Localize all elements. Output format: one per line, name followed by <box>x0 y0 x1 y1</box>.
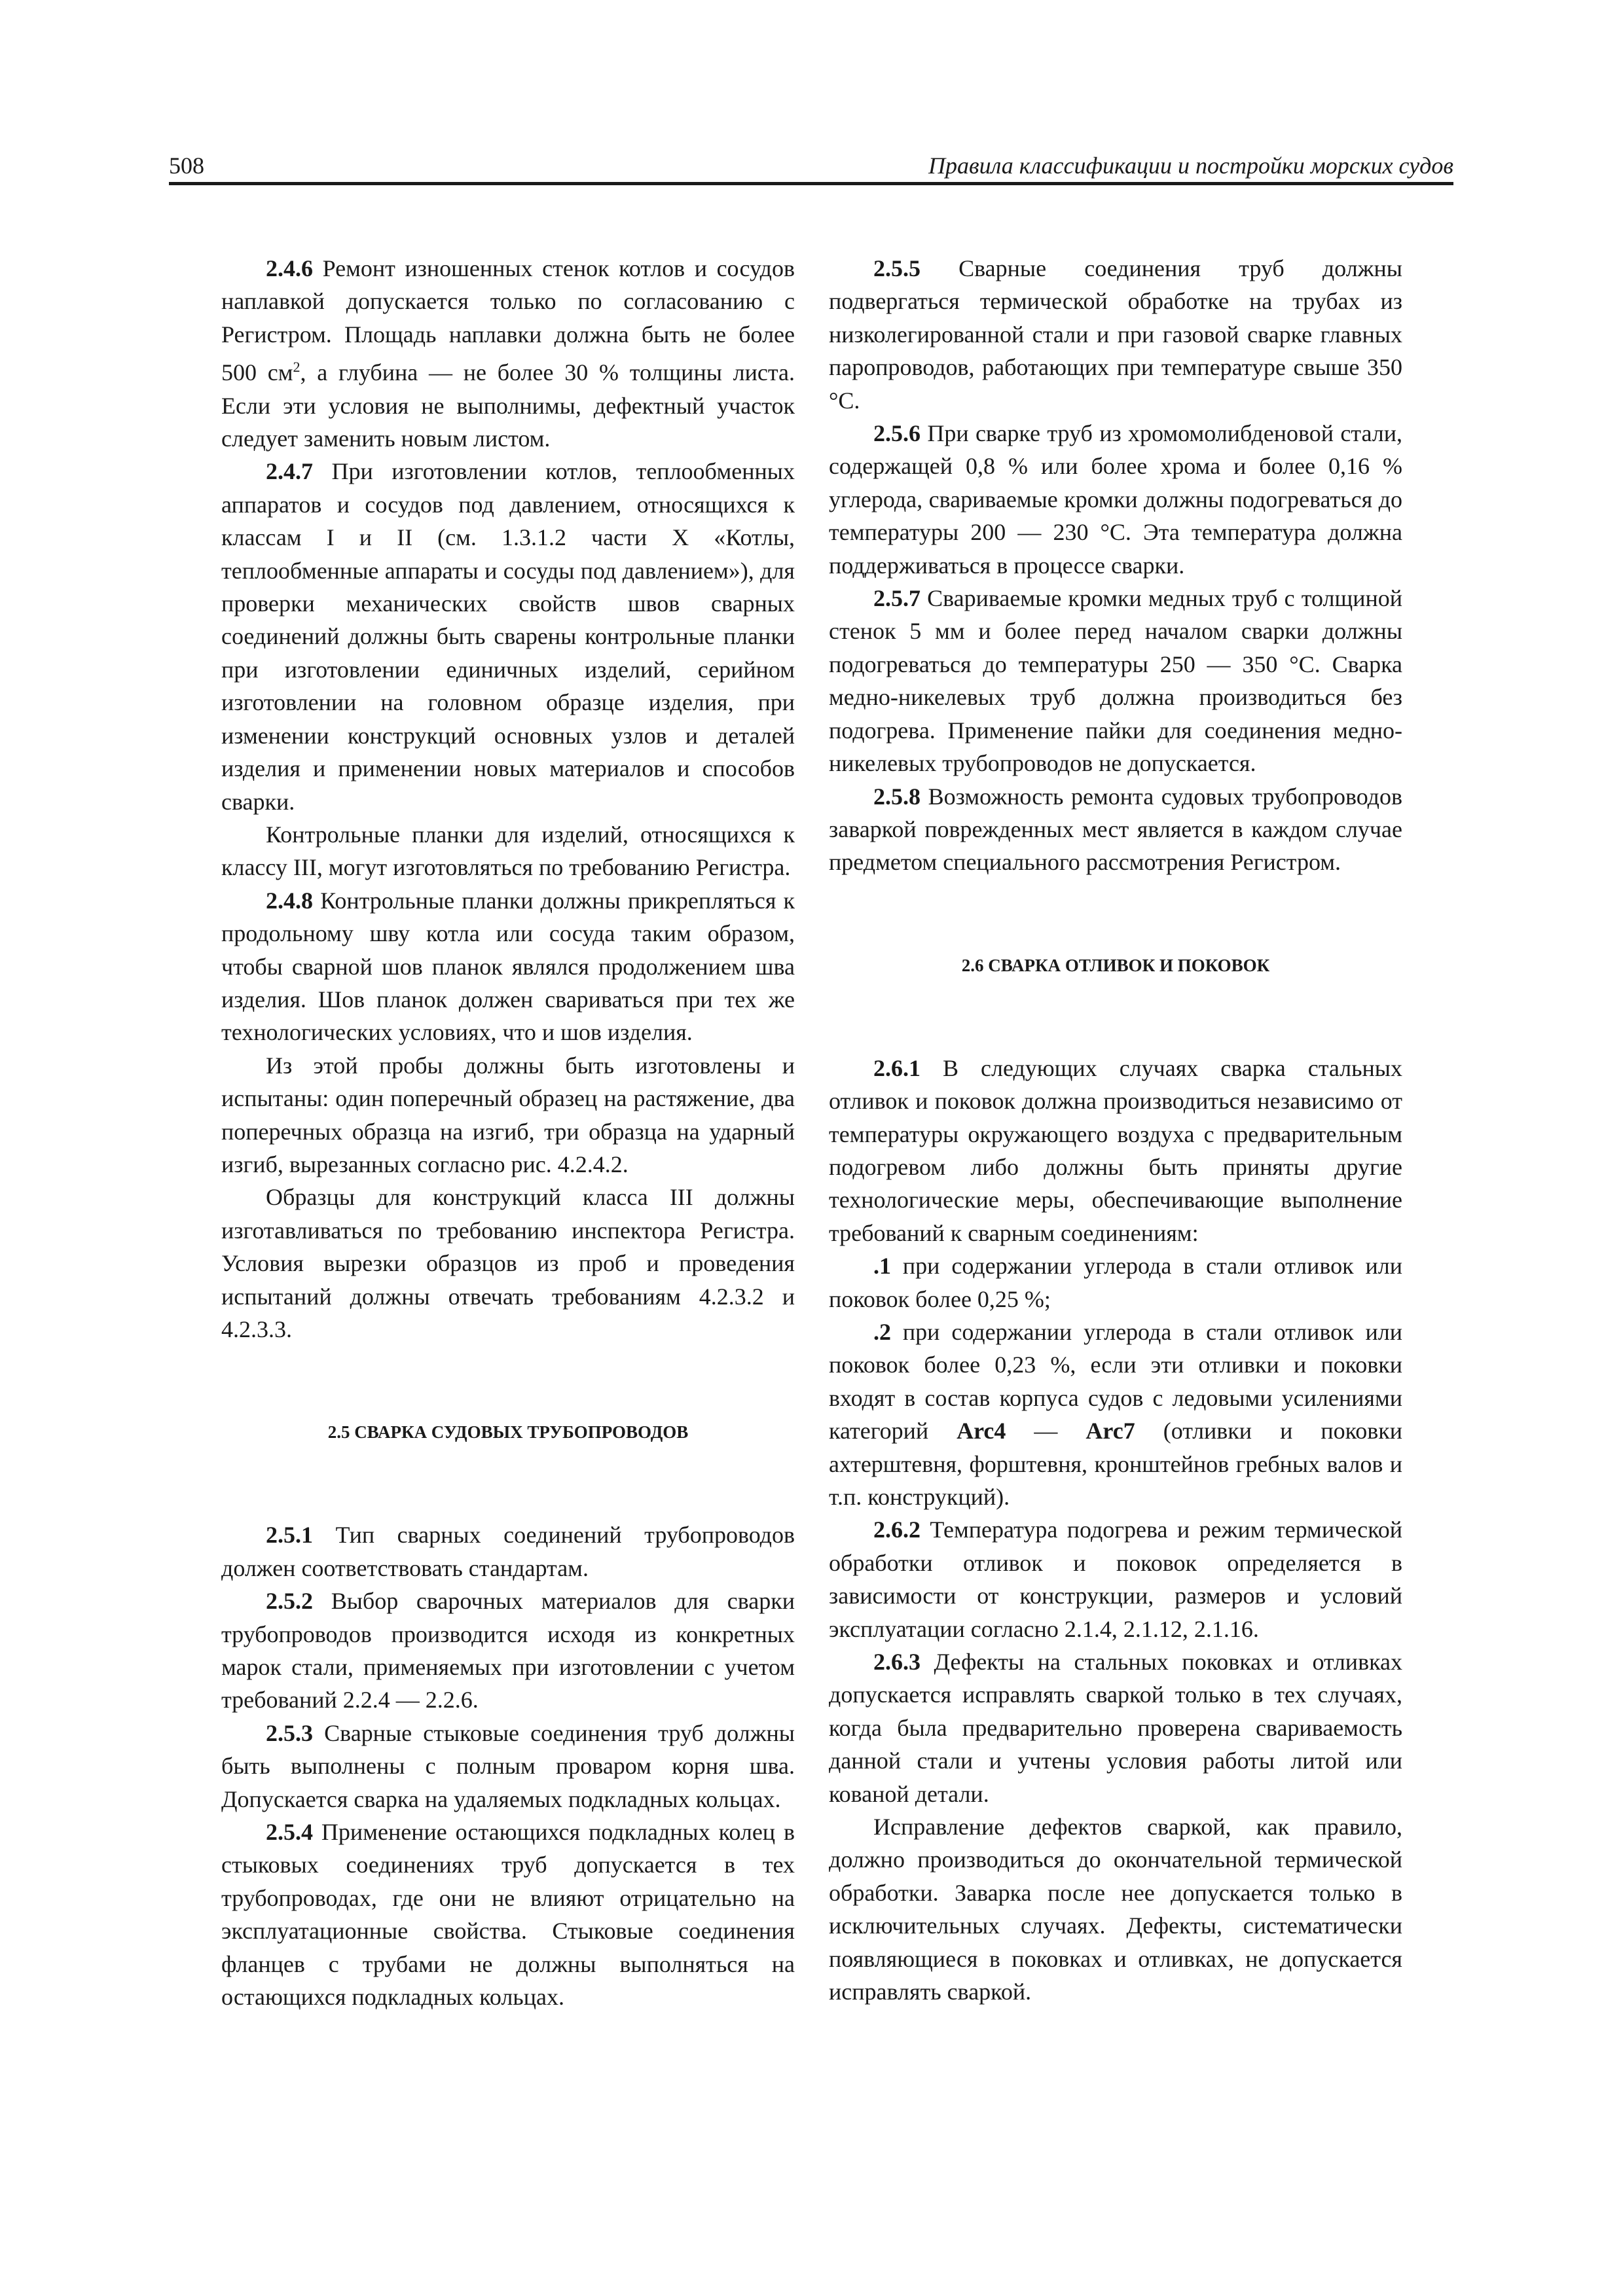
paragraph-text: Контрольные планки должны прикрепляться к продольному шву котла или сосуда таким образом, чтобы сварной шов планок являлся продолжением шва изделия. Шов планок должен свариваться при тех же технологических условиях, что и шов изделия. <box>221 887 795 1046</box>
paragraph-2-6-2 <box>829 1513 1402 1645</box>
section-heading-2-6: 2.6 СВАРКА ОТЛИВОК И ПОКОВОК <box>961 955 1270 975</box>
item-text: при содержании углерода в стали отливок или поковок более 0,23 %, если эти отливки и поковки входят в состав корпуса судов с ледовыми усилениями категорий <box>829 1318 1402 1444</box>
right-column <box>829 252 1402 2009</box>
item-number: .1 <box>873 1253 891 1280</box>
paragraph-text: Дефекты на стальных поковках и отливках допускается исправлять сваркой только в тех случаях, когда была предварительно проверена свариваемость данной стали и учтены условия работы литой или кованой детали. <box>829 1649 1402 1807</box>
paragraph-2-5-6 <box>829 417 1402 582</box>
section-heading-2-5: 2.5 СВАРКА СУДОВЫХ ТРУБОПРОВОДОВ <box>327 1422 689 1443</box>
paragraph-2-6-3-continued: Исправление дефектов сваркой, как правило, должно производиться до окончательной термической обработки. Заварка после нее допускается только в исключительных случаях. Дефекты, систематически появляющиеся в поковках и отливках, не допускается исправлять сваркой. <box>829 1814 1402 2005</box>
clause-number: 2.5.1 <box>266 1522 313 1549</box>
spacer <box>829 978 1402 1052</box>
page-number: 508 <box>169 152 204 179</box>
clause-number: 2.5.3 <box>266 1719 313 1746</box>
paragraph-text: Свариваемые кромки медных труб с толщиной стенок 5 мм и более перед началом сварки должны подогреваться до температуры 250 — 350 °С. Сварка медно-никелевых труб должна производиться без подогрева. Применение пайки для соединения медно-никелевых трубопроводов не допускается. <box>829 585 1402 777</box>
paragraph-2-4-6 <box>221 252 795 455</box>
paragraph-2-5-1 <box>221 1518 795 1585</box>
clause-number: 2.6.1 <box>873 1054 921 1081</box>
paragraph-2-4-7 <box>221 455 795 817</box>
paragraph-text: Сварные соединения труб должны подвергаться термической обработке на трубах из низколегированной стали и при газовой сварке главных паропроводов, работающих при температуре свыше 350 °С. <box>829 255 1402 414</box>
paragraph-text: Температура подогрева и режим термической обработки отливок и поковок определяется в зависимости от конструкции, размеров и условий эксплуатации согласно 2.1.4, 2.1.12, 2.1.16. <box>829 1516 1402 1642</box>
header-rule <box>169 182 1453 185</box>
paragraph-2-5-2 <box>221 1585 795 1717</box>
paragraph-text: Ремонт изношенных стенок котлов и сосудов наплавкой допускается только по согласованию с Регистром. Площадь наплавки должна быть не более 500 см <box>221 255 795 386</box>
paragraph-text: Сварные стыковые соединения труб должны быть выполнены с полным проваром корня шва. Допускается сварка на удаляемых подкладных кольцах. <box>221 1719 795 1812</box>
paragraph-2-5-8 <box>829 780 1402 879</box>
paragraph-text: Возможность ремонта судовых трубопроводов заваркой поврежденных мест является в каждом случае предметом специального рассмотрения Регистром. <box>829 783 1402 876</box>
paragraph-text: Применение остающихся подкладных колец в стыковых соединениях труб допускается в тех трубопроводах, где они не влияют отрицательно на эксплуатационные свойства. Стыковые соединения фланцев с трубами не должны выполняться на остающихся подкладных кольцах. <box>221 1819 795 2011</box>
paragraph-2-6-3 <box>829 1645 1402 1810</box>
superscript: 2 <box>293 359 301 376</box>
paragraph-2-5-3 <box>221 1717 795 1816</box>
clause-number: 2.5.7 <box>873 585 921 612</box>
running-title: Правила классификации и постройки морских судов <box>928 152 1453 179</box>
item-number: .2 <box>873 1318 891 1345</box>
left-column <box>221 252 795 2014</box>
clause-number: 2.4.7 <box>266 458 313 485</box>
paragraph-text: Тип сварных соединений трубопроводов должен соответствовать стандартам. <box>221 1522 795 1581</box>
spacer <box>221 1346 795 1419</box>
clause-number: 2.6.3 <box>873 1649 921 1676</box>
spacer <box>221 1445 795 1518</box>
clause-number: 2.5.4 <box>266 1819 313 1846</box>
clause-number: 2.5.5 <box>873 255 921 281</box>
ice-class-arc4: Arc4 <box>957 1418 1006 1444</box>
item-text: при содержании углерода в стали отливок или поковок более 0,25 %; <box>829 1253 1402 1312</box>
spacer <box>829 879 1402 952</box>
paragraph-text: , а глубина — не более 30 % толщины листа. Если эти условия не выполнимы, дефектный участок следует заменить новым листом. <box>221 359 795 452</box>
list-item-2 <box>829 1316 1402 1513</box>
item-text: (отливки и поковки ахтерштевня, форштевня, кронштейнов гребных валов и т.п. конструкций). <box>829 1418 1403 1510</box>
clause-number: 2.4.8 <box>266 887 313 914</box>
clause-number: 2.6.2 <box>873 1516 921 1543</box>
paragraph-2-4-7-continued: Контрольные планки для изделий, относящихся к классу III, могут изготовляться по требованию Регистра. <box>221 821 795 881</box>
paragraph-2-6-1 <box>829 1052 1402 1249</box>
paragraph-text: При изготовлении котлов, теплообменных аппаратов и сосудов под давлением, относящихся к классам I и II (см. 1.3.1.2 части X «Котлы, теплообменные аппараты и сосуды под давлением»), для проверки механических свойств швов сварных соединений должны быть сварены контрольные планки при изготовлении единичных изделий, серийном изготовлении на головном образце изделия, при изменении конструкций основных узлов и деталей изделия и применении новых материалов и способов сварки. <box>221 458 795 815</box>
page-header <box>169 145 1453 185</box>
paragraph-2-5-5 <box>829 252 1402 417</box>
clause-number: 2.5.6 <box>873 420 921 447</box>
paragraph-text: В следующих случаях сварка стальных отливок и поковок должна производиться независимо от температуры окружающего воздуха с предварительным подогревом либо должны быть приняты другие технологические меры, обеспечивающие выполнение требований к сварным соединениям: <box>829 1054 1402 1246</box>
clause-number: 2.5.2 <box>266 1588 313 1615</box>
paragraph-2-4-8-class-iii: Образцы для конструкций класса III должны изготавливаться по требованию инспектора Регистра. Условия вырезки образцов из проб и проведения испытаний должны отвечать требованиям 4.2.3.2 и 4.2.3.3. <box>221 1184 795 1342</box>
paragraph-text: Выбор сварочных материалов для сварки трубопроводов производится исходя из конкретных марок стали, применяемых при изготовлении с учетом требований 2.2.4 — 2.2.6. <box>221 1588 795 1713</box>
clause-number: 2.5.8 <box>873 783 921 810</box>
paragraph-2-4-8-samples: Из этой пробы должны быть изготовлены и испытаны: один поперечный образец на растяжение, два поперечных образца на изгиб, три образца на ударный изгиб, вырезанных согласно рис. 4.2.4.2. <box>221 1052 795 1177</box>
clause-number: 2.4.6 <box>266 255 313 281</box>
paragraph-2-5-4 <box>221 1816 795 2013</box>
dash: — <box>1006 1418 1086 1444</box>
paragraph-text: При сварке труб из хромомолибденовой стали, содержащей 0,8 % или более хрома и более 0,16 % углерода, свариваемые кромки должны подогреваться до температуры 200 — 230 °С. Эта температура должна поддерживаться в процессе сварки. <box>829 420 1402 579</box>
ice-class-arc7: Arc7 <box>1085 1418 1135 1444</box>
paragraph-2-5-7 <box>829 582 1402 780</box>
list-item-1 <box>829 1249 1402 1316</box>
paragraph-2-4-8 <box>221 884 795 1049</box>
